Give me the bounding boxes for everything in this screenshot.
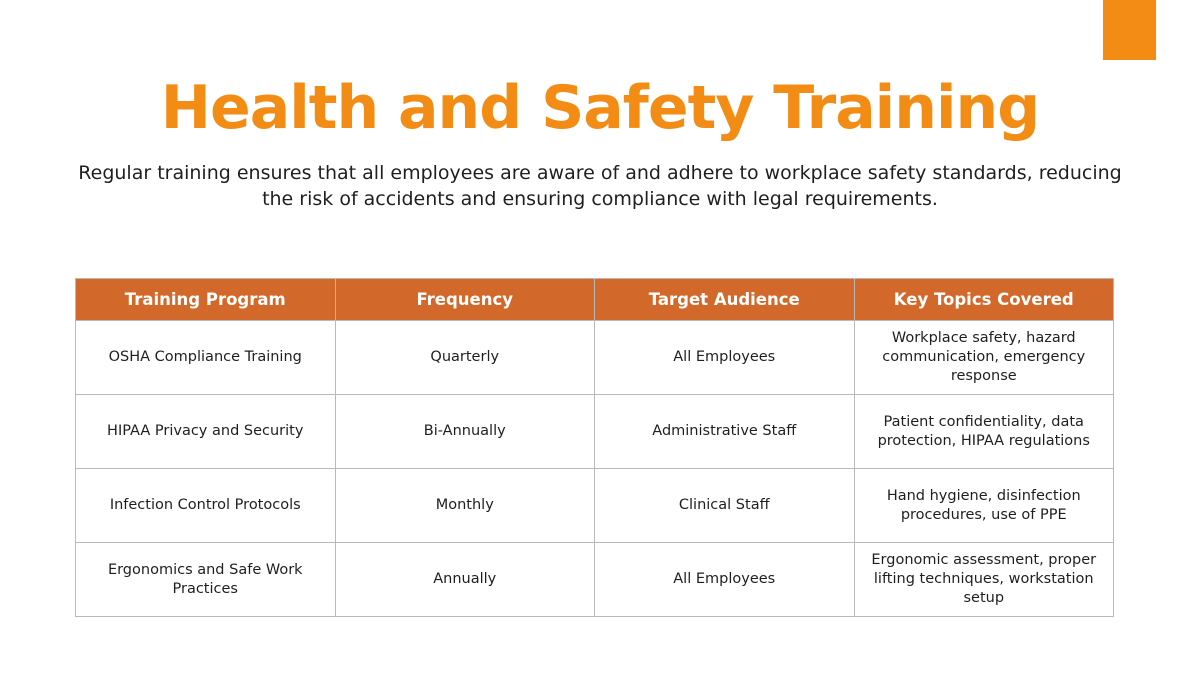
table-header-row <box>76 279 1114 321</box>
cell-frequency: Quarterly <box>335 321 595 395</box>
cell-target-audience: All Employees <box>595 321 855 395</box>
header-frequency: Frequency <box>335 279 595 321</box>
cell-training-program: HIPAA Privacy and Security <box>76 395 336 469</box>
page-subtitle: Regular training ensures that all employees are aware of and adhere to workplace safety standards, reducing the risk of accidents and ensuring compliance with legal requirements. <box>78 162 1122 210</box>
cell-target-audience: Administrative Staff <box>595 395 855 469</box>
cell-frequency: Annually <box>335 543 595 617</box>
cell-training-program: Ergonomics and Safe Work Practices <box>76 543 336 617</box>
cell-training-program: OSHA Compliance Training <box>76 321 336 395</box>
cell-key-topics: Ergonomic assessment, proper lifting techniques, workstation setup <box>854 543 1114 617</box>
cell-key-topics: Hand hygiene, disinfection procedures, use of PPE <box>854 469 1114 543</box>
cell-key-topics: Workplace safety, hazard communication, emergency response <box>854 321 1114 395</box>
cell-target-audience: All Employees <box>595 543 855 617</box>
table-row <box>76 543 1114 617</box>
page-title: Health and Safety Training <box>160 73 1040 143</box>
training-table-container <box>75 278 1114 617</box>
corner-accent-square <box>1103 0 1156 60</box>
training-table <box>75 278 1114 617</box>
table-row <box>76 395 1114 469</box>
header-key-topics: Key Topics Covered <box>854 279 1114 321</box>
cell-target-audience: Clinical Staff <box>595 469 855 543</box>
table-row <box>76 321 1114 395</box>
cell-key-topics: Patient confidentiality, data protection, HIPAA regulations <box>854 395 1114 469</box>
header-training-program: Training Program <box>76 279 336 321</box>
cell-frequency: Monthly <box>335 469 595 543</box>
cell-training-program: Infection Control Protocols <box>76 469 336 543</box>
table-row <box>76 469 1114 543</box>
header-target-audience: Target Audience <box>595 279 855 321</box>
cell-frequency: Bi-Annually <box>335 395 595 469</box>
